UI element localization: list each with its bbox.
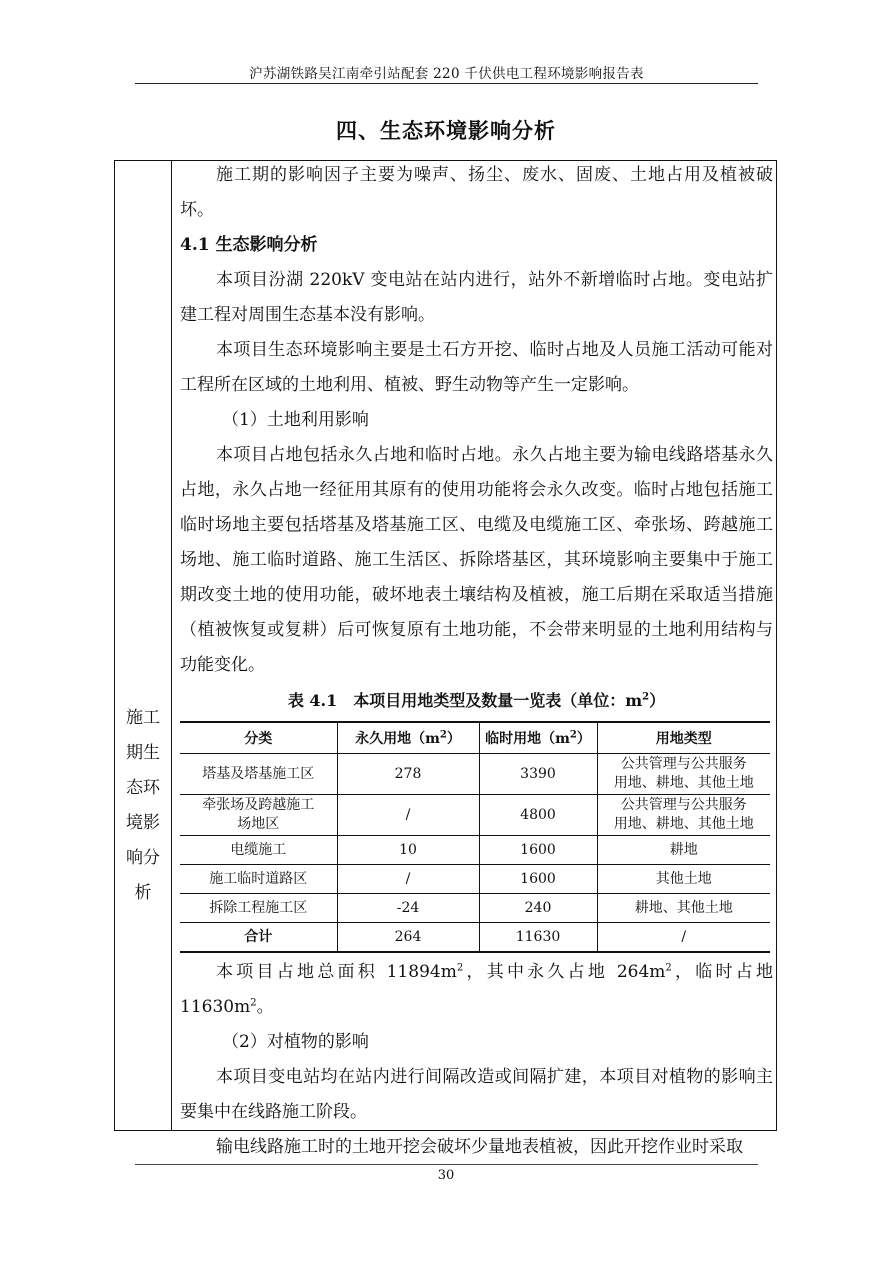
main-content [180, 158, 773, 1165]
subheading-plants: （2）对植物的影响 [222, 1032, 369, 1052]
superscript: 2 [569, 729, 577, 741]
table-header-row [180, 722, 770, 754]
intro-paragraph: 施工期的影响因子主要为噪声、扬尘、废水、固废、土地占用及植被破坏。 [180, 165, 773, 220]
cell-temporary: 4800 [479, 795, 597, 836]
table-caption-text: 表 4.1 本项目用地类型及数量一览表（单位：m [287, 691, 643, 710]
cell-type-line: 用地、耕地、其他土地 [613, 775, 754, 791]
table-total-row [180, 923, 770, 953]
superscript: 2 [250, 997, 257, 1009]
cell-permanent: / [337, 795, 479, 836]
cell-type-line: 用地、耕地、其他土地 [613, 816, 754, 832]
table-row [180, 836, 770, 865]
header-type: 用地类型 [597, 722, 770, 754]
cell-type: 耕地 [597, 836, 770, 865]
cell-temporary: 3390 [479, 754, 597, 795]
paragraph-ecology: 本项目生态环境影响主要是土石方开挖、临时占地及人员施工活动可能对工程所在区域的土地利用、植被、野生动物等产生一定影响。 [180, 340, 773, 395]
paragraph-line-construction: 输电线路施工时的土地开挖会破坏少量地表植被，因此开挖作业时采取 [216, 1137, 743, 1157]
cell-permanent: / [337, 865, 479, 894]
cell-type [597, 754, 770, 795]
footer-rule [135, 1164, 758, 1165]
cell-category-line: 场地区 [237, 816, 280, 832]
cell-category: 塔基及塔基施工区 [180, 754, 337, 795]
running-header: 沪苏湖铁路吴江南牵引站配套 220 千伏供电工程环境影响报告表 [249, 66, 644, 82]
cell-category: 施工临时道路区 [180, 865, 337, 894]
area-text: ，其中永久占地 264m [463, 962, 666, 982]
header-category: 分类 [180, 722, 337, 754]
table-caption-end: ） [649, 691, 666, 710]
area-text: 。 [256, 997, 274, 1017]
area-text: ，临时占地 11630m [180, 962, 773, 1017]
table-row [180, 865, 770, 894]
cell-temporary: 1600 [479, 836, 597, 865]
cell-type: 耕地、其他土地 [597, 894, 770, 923]
section-title: 四、生态环境影响分析 [336, 118, 556, 143]
cell-temporary: 1600 [479, 865, 597, 894]
paragraph-substation: 本项目汾湖 220kV 变电站在站内进行，站外不新增临时占地。变电站扩建工程对周围生态基本没有影响。 [180, 270, 773, 325]
cell-type: 其他土地 [597, 865, 770, 894]
subsection-heading-4-1: 4.1 生态影响分析 [180, 235, 318, 255]
superscript: 2 [439, 729, 447, 741]
side-label-line: 施工 [126, 708, 160, 728]
side-label-line: 响分 [126, 848, 160, 868]
cell-type: / [597, 923, 770, 953]
cell-category: 合计 [180, 923, 337, 953]
side-label-line: 境影 [126, 813, 160, 833]
area-text: 本项目占地总面积 11894m [216, 962, 457, 982]
superscript: 2 [665, 962, 672, 974]
cell-permanent: 10 [337, 836, 479, 865]
cell-category [180, 795, 337, 836]
table-row [180, 795, 770, 836]
table-row [180, 754, 770, 795]
subheading-land-use: （1）土地利用影响 [222, 410, 369, 430]
header-temporary [479, 722, 597, 754]
cell-category: 拆除工程施工区 [180, 894, 337, 923]
land-use-table [180, 721, 770, 953]
cell-type-line: 公共管理与公共服务 [620, 797, 747, 813]
superscript: 2 [642, 691, 650, 703]
page-number: 30 [437, 1168, 455, 1183]
paragraph-land-use: 本项目占地包括永久占地和临时占地。永久占地主要为输电线路塔基永久占地，永久占地一经征用其原有的使用功能将会永久改变。临时占地包括施工临时场地主要包括塔基及塔基施工区、电缆及电缆施工区、牵张场、跨越施工场地、施工临时道路、施工生活区、拆除塔基区，其环境影响主要集中于施工期改变土地的使用功能，破坏地表土壤结构及植被，施工后期在采取适当措施（植被恢复或复耕）后可恢复原有土地功能，不会带来明显的土地利用结构与功能变化。 [180, 445, 773, 675]
paragraph-area-total [180, 955, 773, 1025]
cell-category: 电缆施工 [180, 836, 337, 865]
table-caption [180, 683, 773, 719]
cell-permanent: -24 [337, 894, 479, 923]
side-label [115, 701, 171, 911]
cell-permanent: 278 [337, 754, 479, 795]
cell-temporary: 11630 [479, 923, 597, 953]
side-label-line: 期生 [126, 743, 160, 763]
cell-category-line: 牵张场及跨越施工 [202, 797, 315, 813]
side-label-line: 态环 [126, 778, 160, 798]
header-permanent [337, 722, 479, 754]
cell-type [597, 795, 770, 836]
paragraph-plants: 本项目变电站均在站内进行间隔改造或间隔扩建，本项目对植物的影响主要集中在线路施工阶段。 [180, 1067, 773, 1122]
header-rule [135, 83, 758, 84]
cell-temporary: 240 [479, 894, 597, 923]
header-permanent-b: ） [446, 731, 461, 747]
header-temporary-b: ） [576, 731, 591, 747]
table-row [180, 894, 770, 923]
header-permanent-a: 永久用地（m [355, 731, 440, 747]
header-temporary-a: 临时用地（m [485, 731, 570, 747]
cell-permanent: 264 [337, 923, 479, 953]
frame-divider [171, 161, 172, 1130]
superscript: 2 [456, 962, 464, 974]
side-label-line: 析 [134, 883, 152, 903]
cell-type-line: 公共管理与公共服务 [620, 756, 747, 772]
